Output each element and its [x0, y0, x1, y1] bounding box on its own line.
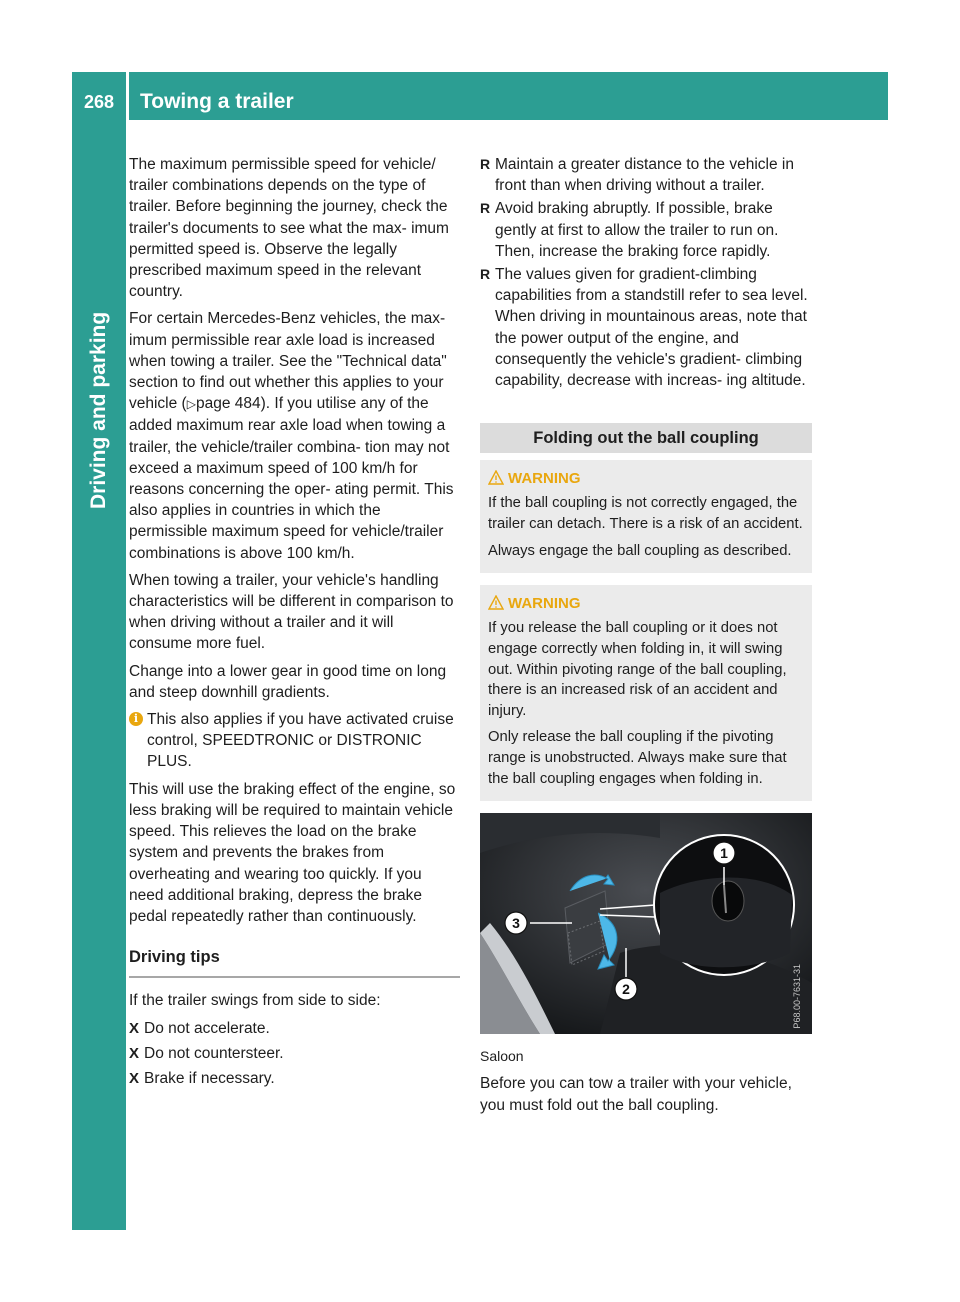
bullet-item	[480, 198, 812, 262]
bullet-text: Maintain a greater distance to the vehicle in front than when driving without a trailer.	[495, 156, 794, 195]
action-item	[129, 1018, 460, 1039]
paragraph: This will use the braking effect of the engine, so less braking will be required to maintain vehicle speed. This relieves the load on the brake system and prevents the brakes from overheating and wearing too quickly. If you need additional braking, depress the brake pedal repeatedly rather than continuously.	[129, 780, 456, 925]
bullet-item	[480, 264, 812, 391]
info-note	[129, 709, 460, 773]
left-column	[129, 154, 460, 1093]
paragraph: When towing a trailer, your vehicle's handling characteristics will be different in comparison to when driving without a trailer and it will consume more fuel.	[129, 571, 454, 653]
paragraph	[129, 308, 460, 563]
bullet-text: Avoid braking abruptly. If possible, brake gently at first to allow the trailer to run on. Then, increase the braking force rapidly.	[495, 200, 779, 260]
bullet-icon: R	[480, 156, 491, 172]
paragraph: The maximum permissible speed for vehicle/ trailer combinations depends on the type of trailer. Before beginning the journey, check the trailer's documents to see what the max- imum permitted speed is. Observe the legally prescribed maximum speed in the relevant country.	[129, 156, 449, 301]
warning-text: If the ball coupling is not correctly engaged, the trailer can detach. There is a risk of an accident.	[488, 495, 803, 533]
action-item	[129, 1043, 460, 1064]
paragraph-text: ). If you utilise any of the added maximum rear axle load when towing a trailer, the vehicle/trailer combina- tion may not exceed a maximum speed of 100 km/h for reasons concerning the oper- ating permit. This also applies in countries in which the permissible maximum speed for vehicle/trailer combinations is above 100 km/h.	[129, 395, 454, 562]
right-column	[480, 154, 812, 1122]
page-number: 268	[83, 92, 115, 112]
callout-3: 3	[512, 915, 520, 932]
bullet-icon: R	[480, 266, 491, 283]
action-text: Do not accelerate.	[144, 1019, 270, 1037]
subheading-driving-tips: Driving tips	[129, 947, 460, 978]
warning-title-text: WARNING	[508, 595, 581, 613]
warning-triangle-icon	[488, 595, 504, 610]
bullet-item	[480, 154, 812, 196]
paragraph: Before you can tow a trailer with your vehicle, you must fold out the ball coupling.	[480, 1075, 792, 1114]
callout-1: 1	[720, 845, 728, 862]
page-reference-link[interactable]: page 484	[195, 395, 261, 413]
action-text: Brake if necessary.	[144, 1069, 275, 1087]
warning-box	[480, 460, 812, 573]
paragraph: Change into a lower gear in good time on long and steep downhill gradients.	[129, 662, 447, 701]
figure-caption: Saloon	[480, 1048, 524, 1065]
warning-triangle-icon	[488, 470, 504, 485]
warning-title-text: WARNING	[508, 470, 581, 488]
paragraph-text: For certain Mercedes-Benz vehicles, the max- imum permissible rear axle load is increased when towing a trailer. See the "Technical data" section to find out whether this applies to your vehicle (	[129, 310, 447, 413]
trunk-illustration	[480, 813, 812, 1034]
info-note-text: This also applies if you have activated cruise control, SPEEDTRONIC or DISTRONIC PLUS.	[147, 711, 454, 771]
bullet-icon: R	[480, 200, 491, 217]
section-heading: Folding out the ball coupling	[480, 423, 812, 453]
warning-title	[488, 593, 804, 614]
page-title: Towing a trailer	[140, 90, 294, 113]
page-reference-arrow-icon: ▷	[186, 397, 196, 412]
info-icon: i	[129, 712, 143, 726]
action-text: Do not countersteer.	[144, 1044, 284, 1062]
warning-box	[480, 585, 812, 801]
warning-text: Only release the ball coupling if the pivoting range is unobstructed. Always make sure that the ball coupling engages when folding in.	[488, 729, 787, 787]
action-item	[129, 1068, 460, 1089]
callout-2: 2	[622, 981, 630, 998]
warning-text: Always engage the ball coupling as described.	[488, 542, 792, 559]
bullet-text: The values given for gradient-climbing capabilities from a standstill refer to sea level. When driving in mountainous areas, note that the power output of the engine, and consequently the vehicle's gradient- climbing capability, decrease with increas- ing altitude.	[495, 266, 808, 390]
chapter-label: Driving and parking	[87, 311, 110, 509]
action-arrow-icon: X	[129, 1019, 140, 1037]
action-arrow-icon: X	[129, 1069, 140, 1087]
action-arrow-icon: X	[129, 1044, 140, 1062]
ball-coupling-photo	[480, 813, 812, 1034]
header-divider	[126, 72, 129, 120]
warning-text: If you release the ball coupling or it does not engage correctly when folding in, it will swing out. Within pivoting range of the ball coupling, there is an increased risk of an accident and injury.	[488, 620, 787, 719]
image-code: P68.00-7631-31	[791, 963, 802, 1029]
paragraph: If the trailer swings from side to side:	[129, 992, 381, 1010]
warning-title	[488, 468, 804, 489]
